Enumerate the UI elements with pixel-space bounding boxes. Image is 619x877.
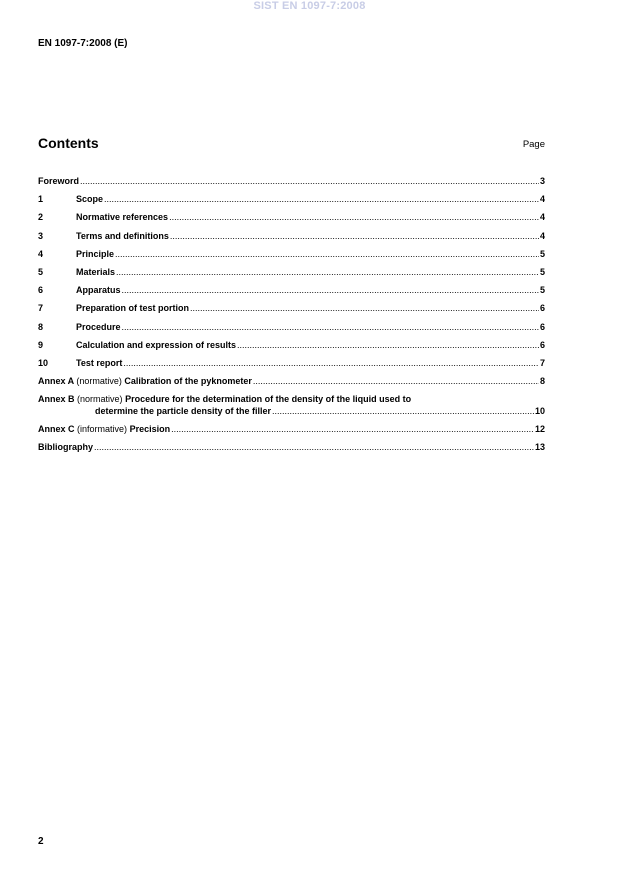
toc-page: 10 [534,406,545,417]
leader-dots [169,211,539,223]
toc-page: 4 [539,230,545,241]
toc-entry-terms-and-definitions[interactable] [38,230,545,248]
toc-page: 13 [534,442,545,453]
toc-entry-apparatus[interactable] [38,284,545,302]
toc-title: Foreword [38,176,80,186]
toc-title: Scope [76,194,104,205]
toc-title: Terms and definitions [76,230,169,241]
toc-page: 7 [539,357,545,368]
toc-title-line-2: determine the particle density of the filler [95,406,272,417]
toc-page: 3 [539,176,545,186]
annex-label: Annex B [38,394,75,405]
toc-entry-calculation[interactable] [38,339,545,357]
leader-dots [171,423,534,435]
document-id: EN 1097-7:2008 (E) [38,38,128,49]
leader-dots [80,175,539,187]
leader-dots [116,266,539,278]
toc-title: Normative references [76,212,169,223]
toc-title: Calculation and expression of results [76,339,237,350]
toc-page: 8 [539,376,545,387]
toc-page: 5 [539,266,545,277]
toc-entry-procedure[interactable] [38,321,545,339]
toc-entry-annex-a[interactable] [38,375,545,393]
toc-page: 6 [539,339,545,350]
toc-entry-foreword[interactable] [38,175,545,193]
toc-entry-normative-references[interactable] [38,211,545,229]
toc-entry-annex-c[interactable] [38,423,545,441]
leader-dots [253,375,539,387]
toc-title: Preparation of test portion [76,303,190,314]
toc-number: 3 [38,230,44,241]
leader-dots [237,339,539,351]
toc-number: 1 [38,194,44,205]
annex-label: Annex C [38,424,75,435]
toc-number: 8 [38,321,44,332]
toc-entry-annex-b[interactable] [38,393,545,423]
toc-entry-test-report[interactable] [38,357,545,375]
toc-number: 4 [38,248,44,259]
annex-type: (informative) [77,424,128,435]
toc-entry-principle[interactable] [38,248,545,266]
contents-heading: Contents [38,135,99,151]
table-of-contents [38,175,545,460]
toc-entry-materials[interactable] [38,266,545,284]
annex-type: (normative) [76,376,122,387]
leader-dots [272,405,534,417]
toc-page: 6 [539,321,545,332]
page-column-label: Page [522,139,545,150]
annex-label: Annex A [38,376,74,387]
toc-title: Test report [76,357,123,368]
toc-page: 6 [539,303,545,314]
toc-number: 6 [38,285,44,296]
toc-number: 9 [38,339,44,350]
leader-dots [122,321,539,333]
toc-number: 10 [38,357,49,368]
toc-number: 7 [38,303,44,314]
leader-dots [190,302,539,314]
page-number: 2 [38,836,44,847]
toc-title: Principle [76,248,115,259]
toc-number: 2 [38,212,44,223]
toc-number: 5 [38,266,44,277]
leader-dots [104,193,539,205]
toc-page: 12 [534,424,545,435]
toc-page: 5 [539,285,545,296]
toc-entry-scope[interactable] [38,193,545,211]
leader-dots [123,357,539,369]
leader-dots [122,284,539,296]
leader-dots [115,248,539,260]
toc-title: Apparatus [76,285,121,296]
toc-entry-bibliography[interactable] [38,441,545,459]
toc-page: 4 [539,212,545,223]
toc-page: 5 [539,248,545,259]
toc-title: Materials [76,266,116,277]
leader-dots [94,441,534,453]
toc-page: 4 [539,194,545,205]
toc-title-line-1: Procedure for the determination of the density of the liquid used to [125,394,412,405]
watermark: SIST EN 1097-7:2008 [253,0,366,12]
toc-title: Bibliography [38,442,94,453]
toc-title: Precision [129,424,171,435]
toc-title: Calibration of the pyknometer [124,376,252,387]
leader-dots [170,230,539,242]
annex-type: (normative) [77,394,123,405]
toc-entry-preparation-of-test-portion[interactable] [38,302,545,320]
toc-title: Procedure [76,321,121,332]
